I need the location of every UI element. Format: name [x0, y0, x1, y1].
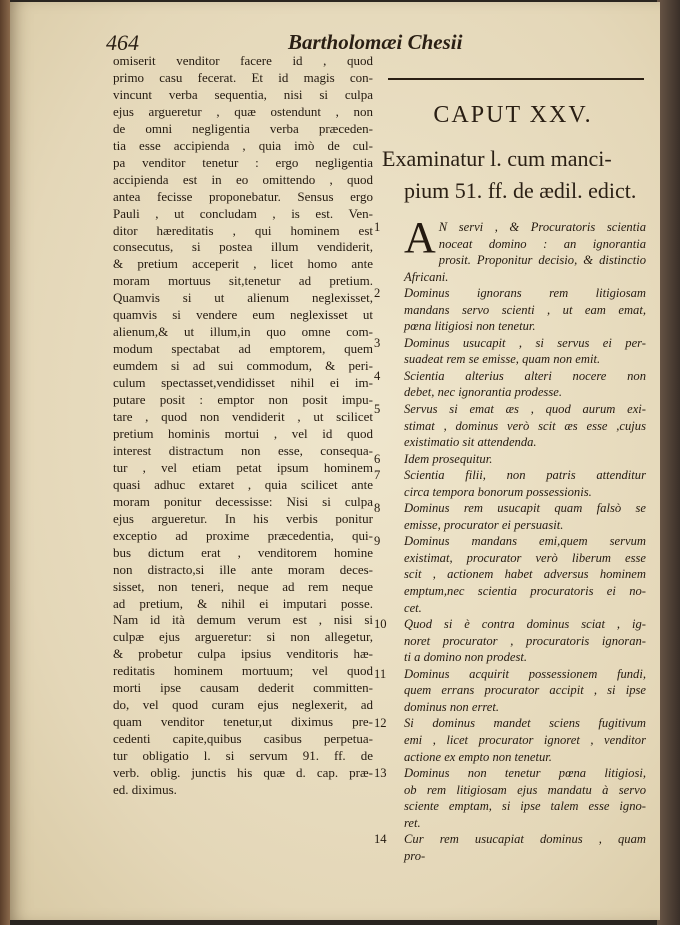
summary-item-number: 14	[374, 832, 387, 847]
body-text-line: moram mortuus sit,tenetur ad pretium.	[113, 273, 373, 289]
body-text-line: reditatis hominem mortuum; vel quod	[113, 663, 373, 679]
right-column	[374, 78, 646, 864]
summary-item-line: Servus si emat æs , quod aurum exi-	[404, 402, 646, 417]
body-text-line: culum spectasset,vendidisset nihil ei im-	[113, 375, 373, 391]
summary-item-line: pro-	[404, 848, 426, 863]
summary-item-line: ret.	[404, 815, 421, 830]
summary-item-line: emi , licet procurator ignoret , venditor	[404, 732, 646, 747]
left-column-text	[113, 53, 373, 799]
body-text-line: interest distractum non esse, consequa-	[113, 442, 373, 458]
summary-item-line: emisse, procurator ei persuasit.	[404, 517, 564, 532]
summary-item-number: 1	[374, 220, 381, 234]
summary-item-number: 3	[374, 335, 381, 350]
body-text-line: pa venditor tenetur : ergo negligentia	[113, 154, 373, 170]
body-text-line: pretium hominis mortui , vel id quod	[113, 425, 373, 441]
body-text-line: & probetur culpa ipsius venditoris hæ-	[113, 646, 373, 662]
body-text-line: non distracto,si ille ante moram deces-	[113, 561, 373, 577]
summary-item	[374, 467, 646, 500]
summary-item-line: Scientia filii, non patris attenditur	[404, 468, 646, 483]
summary-item-line: Si dominus mandet sciens fugitivum	[404, 716, 646, 731]
summary-item-line: existimat, procurator verò liberum esse	[404, 550, 646, 565]
drop-cap: A	[404, 213, 436, 262]
summary-item-line: noceat domino : an ignorantia	[438, 236, 646, 251]
summary-item-number: 2	[374, 286, 381, 301]
summary-item-number: 9	[374, 534, 381, 549]
summary-item	[374, 715, 646, 765]
summary-item-line: circa tempora bonorum possessionis.	[404, 484, 592, 499]
summary-item-number: 8	[374, 501, 381, 516]
summary-item-number: 4	[374, 368, 381, 383]
body-text-line: vincunt verba sequentia, nisi si culpa	[113, 86, 373, 102]
body-text-line: antea fecisse proponebatur. Sensus ergo	[113, 188, 373, 204]
summary-item-line: scit , actionem habet adversus hominem	[404, 567, 646, 582]
summary-item-line: Dominus non tenetur pœna litigiosi,	[404, 766, 646, 781]
chapter-heading: CAPUT XXV.	[433, 102, 593, 128]
chapter-title-line-1: Examinatur l. cum manci-	[382, 146, 612, 171]
summary-item	[374, 765, 646, 831]
body-text-line: do, vel quod curam ejus neglexerit, ad	[113, 697, 373, 713]
body-text-line: putare posit : emptor non posit impu-	[113, 392, 373, 408]
summary-item-number: 5	[374, 402, 381, 417]
summary-item	[374, 335, 646, 368]
summary-item-line: cet.	[404, 600, 422, 615]
summary-item-number: 11	[374, 666, 387, 681]
body-text-line: cedenti capite,quibus casibus perpetua-	[113, 731, 373, 747]
running-title: Bartholomæi Chesii	[288, 30, 463, 54]
body-text-line: tur , vel etiam petat ipsum hominem	[113, 459, 373, 475]
body-text-line: quam venditor tenetur,ut diximus pre-	[113, 714, 373, 730]
body-text-line: omiserit venditor facere id , quod	[113, 53, 373, 68]
body-text-line: ditor hæreditatis , qui hominem est	[113, 222, 373, 238]
summary-item-number: 12	[374, 716, 387, 731]
book-page	[8, 2, 660, 920]
summary-item	[374, 831, 646, 864]
body-text-line: Pauli , ut concludam , is est. Ven-	[113, 205, 373, 221]
summary-item-line: Dominus mandans emi,quem servum	[404, 534, 646, 549]
body-text-line: modum spectabat ad emptorem, quem	[113, 341, 373, 357]
summary-item-line: suadeat rem se emisse, quam non emit.	[404, 352, 601, 367]
body-text-line: alienum,& ut illum,in quo omne com-	[113, 324, 373, 340]
summary-item-line: dominus non erret.	[404, 699, 500, 714]
summary-item-line: Africani.	[404, 269, 449, 284]
summary-item-number: 10	[374, 617, 387, 632]
summary-item	[374, 401, 646, 451]
body-text-line: tur obligatio l. si servum 91. ff. de	[113, 748, 373, 764]
summary-item-line: noret procurator , procuratoris ignoran-	[404, 633, 646, 648]
chapter-title	[382, 143, 646, 207]
summary-item-line: stimat , dominus verò scit æs esse ,cujus	[404, 418, 646, 433]
body-text-line: quamvis si vendere eum neglexisset ut	[113, 307, 373, 323]
chapter-title-line-2: pium 51. ff. de ædil. edict.	[404, 178, 637, 203]
body-text-line: quasi adhuc extaret , quia scilicet ante	[113, 476, 373, 492]
summary-item-line: Dominus usucapit , si servus ei per-	[404, 335, 646, 350]
summary-item-line: debet, nec ignorantia prodesse.	[404, 385, 562, 400]
summary-item-line: sciente emptam, si ipse talem esse igno-	[404, 799, 646, 814]
body-text-line: sisset, non teneri, neque ad rem neque	[113, 578, 373, 594]
page-number: 464	[106, 30, 139, 55]
body-text-line: tia esse accipienda , quia imò de cul-	[113, 137, 373, 153]
summary-item	[374, 500, 646, 533]
summary-item-line: actione ex empto non tenetur.	[404, 749, 552, 764]
summary-item	[374, 368, 646, 401]
body-text-line: consecutus, si postea illum vendiderit,	[113, 239, 373, 255]
body-text-line: ejus argueretur. In his verbis ponitur	[113, 510, 373, 526]
summary-item-number: 7	[374, 468, 381, 483]
summary-item-line: Idem prosequitur.	[404, 451, 493, 466]
body-text-line: bus dictum erat , venditorem homine	[113, 544, 373, 560]
body-text-line: primo casu fecerat. Et id magis con-	[113, 69, 373, 85]
summary-item-line: Dominus ignorans rem litigiosam	[404, 286, 646, 301]
summary-item-line: pœna litigiosi non tenetur.	[404, 319, 536, 334]
body-text-line: & pretium acceperit , licet homo ante	[113, 256, 373, 272]
summary-item	[374, 616, 646, 666]
summary-item-line: N servi , & Procuratoris scientia	[438, 220, 646, 234]
body-text-line: ejus argueretur , quæ ostendunt , non	[113, 103, 373, 119]
summary-item-line: prosit. Proponitur decisio, & distinctio	[438, 253, 646, 268]
body-text-line: Nam id ità demum verum est , nisi si	[113, 612, 373, 628]
summary-item-line: quem errans procurator accipit , si ipse	[404, 683, 646, 698]
summary-item-line: mandans servo scienti , ut eam emat,	[404, 302, 646, 317]
summary-item-line: Dominus acquirit possessionem fundi,	[404, 666, 646, 681]
summary-item-number: 13	[374, 766, 387, 781]
body-text-line: tare , quod non vendiderit , ut scilicet	[113, 409, 373, 425]
summary-item	[374, 285, 646, 335]
body-text-line: verb. oblig. junctis his quæ d. cap. præ-	[113, 765, 373, 781]
summary-item-line: ti a domino non prodest.	[404, 650, 528, 665]
summary-item	[374, 666, 646, 716]
summary-item-line: Scientia alterius alteri nocere non	[404, 368, 646, 383]
body-text-line: ed. diximus.	[113, 781, 177, 797]
body-text-line: exceptio ad proxime præcedentia, qui-	[113, 527, 373, 543]
summary-item-line: Quod si è contra dominus sciat , ig-	[404, 617, 646, 632]
body-text-line: ad pretium, & nihil ei imputari posse.	[113, 595, 373, 611]
chapter-summary-list	[374, 213, 646, 864]
header-rule	[388, 78, 644, 80]
body-text-line: morti ipse causam dederit committen-	[113, 680, 373, 696]
book-edge-right	[657, 0, 680, 925]
body-text-line: accipienda est in eo omittendo , quod	[113, 171, 373, 187]
summary-item-number: 6	[374, 451, 381, 466]
book-edge-left	[0, 0, 10, 925]
summary-item	[374, 451, 646, 468]
summary-item-line: existimatio sit attendenda.	[404, 435, 537, 450]
body-text-line: de omni negligentia verba præceden-	[113, 120, 373, 136]
summary-item-line: Cur rem usucapiat dominus , quam	[404, 832, 646, 847]
summary-item	[374, 213, 646, 285]
body-text-line: moram ponitur decessisse: Nisi si culpa	[113, 493, 373, 509]
summary-item-line: Dominus rem usucapit quam falsò se	[404, 501, 646, 516]
summary-item-line: emptum,nec scientia procuratoris ei no-	[404, 584, 646, 599]
body-text-line: Quamvis si ut alienum neglexisset,	[113, 290, 373, 306]
summary-item	[374, 533, 646, 616]
body-text-line: culpæ ejus argueretur: si non allegetur,	[113, 629, 373, 645]
body-text-line: eumdem si ad sui commodum, & peri-	[113, 358, 373, 374]
summary-item-line: ob rem litigiosam ejus mandatu à servo	[404, 782, 646, 797]
